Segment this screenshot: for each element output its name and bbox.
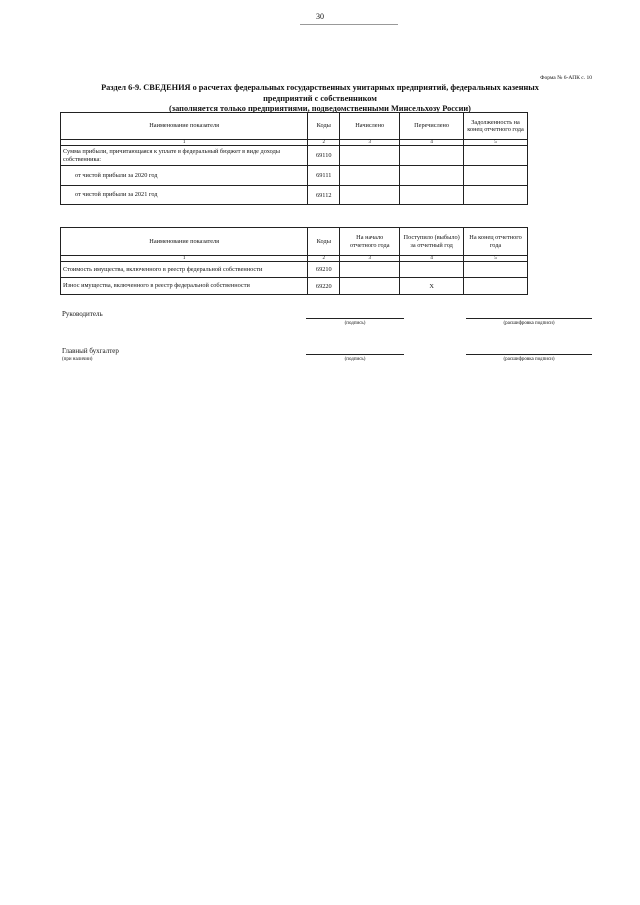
table-row bbox=[61, 166, 528, 186]
row-name: от чистой прибыли за 2020 год bbox=[61, 166, 308, 186]
head-decode-caption: (расшифровка подписи) bbox=[503, 321, 555, 326]
table1-index-cell: 2 bbox=[308, 140, 340, 146]
table1-header-debt: Задолженность на конец отчетного года bbox=[464, 113, 528, 140]
head-sign-line[interactable] bbox=[306, 318, 404, 319]
table1-header-transferred: Перечислено bbox=[400, 113, 464, 140]
table1-index-cell: 4 bbox=[400, 140, 464, 146]
cell-debt[interactable] bbox=[464, 166, 528, 186]
head-label: Руководитель bbox=[62, 310, 103, 318]
row-code: 69220 bbox=[308, 278, 340, 295]
table2-header-start: На начало отчетного года bbox=[340, 228, 400, 256]
table-row bbox=[61, 186, 528, 205]
table2-index-cell: 4 bbox=[400, 256, 464, 262]
accountant-decode-caption: (расшифровка подписи) bbox=[503, 357, 555, 362]
table1-index-cell: 3 bbox=[340, 140, 400, 146]
table-profit-payments bbox=[60, 112, 528, 205]
row-code: 69110 bbox=[308, 146, 340, 166]
table-row bbox=[61, 146, 528, 166]
table2-header-code: Коды bbox=[308, 228, 340, 256]
cell-accrued[interactable] bbox=[340, 146, 400, 166]
table2-header-row bbox=[61, 228, 528, 256]
accountant-label: Главный бухгалтер bbox=[62, 347, 119, 355]
table2-index-cell: 3 bbox=[340, 256, 400, 262]
top-rule bbox=[300, 24, 398, 25]
cell-transferred[interactable] bbox=[400, 146, 464, 166]
cell-movement[interactable] bbox=[400, 262, 464, 278]
cell-accrued[interactable] bbox=[340, 166, 400, 186]
cell-end[interactable] bbox=[464, 262, 528, 278]
table2-header-movement: Поступило (выбыло) за отчетный год bbox=[400, 228, 464, 256]
form-reference: Форма № 6-АПК с. 10 bbox=[540, 75, 592, 81]
title-line-1: Раздел 6-9. СВЕДЕНИЯ о расчетах федеральных государственных унитарных предприятий, федеральных казенных bbox=[101, 83, 539, 92]
cell-movement[interactable]: X bbox=[400, 278, 464, 295]
title-line-2: предприятий с собственником bbox=[263, 93, 377, 103]
head-sign-caption: (подпись) bbox=[344, 321, 366, 326]
head-decode-line[interactable] bbox=[466, 318, 592, 319]
table2-index-cell: 5 bbox=[464, 256, 528, 262]
table2-header-end: На конец отчетного года bbox=[464, 228, 528, 256]
accountant-note: (при наличии) bbox=[62, 357, 93, 362]
table2-header-name: Наименование показателя bbox=[61, 228, 308, 256]
table-row bbox=[61, 278, 528, 295]
table-row bbox=[61, 262, 528, 278]
table1-header-accrued: Начислено bbox=[340, 113, 400, 140]
table2-index-cell: 2 bbox=[308, 256, 340, 262]
cell-transferred[interactable] bbox=[400, 166, 464, 186]
section-title bbox=[60, 83, 580, 115]
row-name: Сумма прибыли, причитающаяся к уплате в федеральный бюджет в виде доходы собственника: bbox=[61, 146, 308, 166]
cell-accrued[interactable] bbox=[340, 186, 400, 205]
table2-index-cell: 1 bbox=[61, 256, 308, 262]
cell-start[interactable] bbox=[340, 278, 400, 295]
cell-end[interactable] bbox=[464, 278, 528, 295]
title-line-3: (заполняется только предприятиями, подведомственными Минсельхозу России) bbox=[169, 104, 471, 113]
row-code: 69111 bbox=[308, 166, 340, 186]
cell-debt[interactable] bbox=[464, 146, 528, 166]
row-name: Износ имущества, включенного в реестр федеральной собственности bbox=[61, 278, 308, 295]
row-code: 69112 bbox=[308, 186, 340, 205]
cell-start[interactable] bbox=[340, 262, 400, 278]
table1-header-code: Коды bbox=[308, 113, 340, 140]
table1-header-row bbox=[61, 113, 528, 140]
accountant-decode-line[interactable] bbox=[466, 354, 592, 355]
row-name: Стоимость имущества, включенного в реестр федеральной собственности bbox=[61, 262, 308, 278]
table-federal-property bbox=[60, 227, 528, 295]
page-number: 30 bbox=[316, 12, 324, 21]
row-code: 69210 bbox=[308, 262, 340, 278]
table1-index-cell: 5 bbox=[464, 140, 528, 146]
cell-transferred[interactable] bbox=[400, 186, 464, 205]
table1-index-cell: 1 bbox=[61, 140, 308, 146]
accountant-sign-line[interactable] bbox=[306, 354, 404, 355]
table1-header-name: Наименование показателя bbox=[61, 113, 308, 140]
row-name: от чистой прибыли за 2021 год bbox=[61, 186, 308, 205]
cell-debt[interactable] bbox=[464, 186, 528, 205]
accountant-sign-caption: (подпись) bbox=[344, 357, 366, 362]
